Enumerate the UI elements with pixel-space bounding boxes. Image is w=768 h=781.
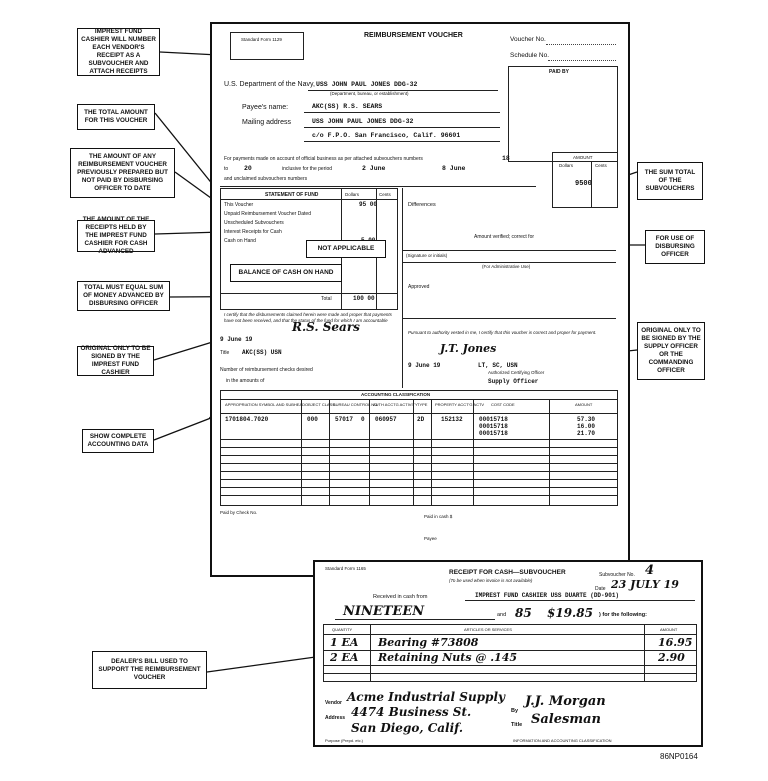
receipt-date-label: Date <box>595 586 606 592</box>
paid-by-label: PAID BY <box>549 69 569 75</box>
accounting-table <box>220 390 618 506</box>
amount-figure: $19.85 <box>547 606 593 620</box>
cost-code-2: 00015718 <box>479 423 508 430</box>
paid-by-box <box>508 66 618 162</box>
purpose-label: Purpose (Prepd. etc.) <box>325 738 364 743</box>
acct-col-1: OBJECT CLASS <box>305 402 335 407</box>
acct-property: 152132 <box>441 416 463 423</box>
callout-accounting: SHOW COMPLETE ACCOUNTING DATA <box>82 429 154 453</box>
callout-original-cashier: ORIGINAL ONLY TO BE SIGNED BY THE IMPREST FUND CASHIER <box>77 346 154 376</box>
subvoucher-label: Subvoucher No. <box>599 572 635 578</box>
receipt-title: RECEIPT FOR CASH—SUBVOUCHER <box>449 569 566 576</box>
paid-in-cash: Paid in cash $ <box>424 514 453 519</box>
differences-label: Differences <box>408 202 436 208</box>
callout-total-equal: TOTAL MUST EQUAL SUM OF MONEY ADVANCED BY DISBURSING OFFICER <box>77 281 170 311</box>
form-number-box <box>230 32 304 60</box>
by-signature: J.J. Morgan <box>525 694 606 709</box>
col-amount: AMOUNT <box>660 627 678 632</box>
vendor-address-label: Address <box>325 715 346 721</box>
acct-amount-3: 21.70 <box>577 430 596 437</box>
acct-type: 2D <box>417 416 425 423</box>
to-label: to <box>224 166 229 172</box>
acct-col-3: AUTH ACCTG ACTIVITY <box>373 402 418 407</box>
acct-bureau-control: 57017 <box>335 416 354 423</box>
acct-col-2: BUREAU CONTROL NO. <box>333 402 379 407</box>
vendor-address-2: San Diego, Calif. <box>351 721 464 735</box>
row-total-value: 100 00 <box>353 295 375 302</box>
receipt-subtitle: (To be used when invoice is not available) <box>449 578 533 583</box>
paid-by-check: Paid by Check No. <box>220 510 258 515</box>
callout-receipts-held: THE AMOUNT OF THE RECEIPTS HELD BY THE IMPREST FUND CASHIER FOR CASH ADVANCED <box>77 220 155 252</box>
amount-verified: Amount verified; correct for <box>474 234 535 240</box>
row-this-value: 95 00 <box>359 201 378 208</box>
col-quantity: QUANTITY <box>332 627 353 632</box>
callout-previous-voucher: THE AMOUNT OF ANY REIMBURSEMENT VOUCHER PREVIOUSLY PREPARED BUT NOT PAID BY DISBURSING OFFICER TO DATE <box>70 148 175 198</box>
voucher-no-label: Voucher No. <box>510 36 546 43</box>
vendor-address-1: 4474 Business St. <box>351 705 472 719</box>
dept-label: U.S. Department of the Navy, <box>224 81 315 88</box>
received-from: IMPREST FUND CASHIER USS DUARTE (DD-901) <box>475 592 620 599</box>
by-label: By <box>511 708 519 714</box>
receipt-items-table <box>323 624 697 682</box>
reimbursement-voucher-form <box>210 22 630 577</box>
row-cash-on-hand: Cash on Hand <box>224 238 256 244</box>
amount-words: NINETEEN <box>343 604 425 619</box>
acct-col-7: AMOUNT <box>575 402 593 407</box>
payee-label: Payee's name: <box>242 104 289 111</box>
callout-balance-cash: BALANCE OF CASH ON HAND <box>230 264 342 282</box>
subvoucher-no: 4 <box>645 563 655 578</box>
col-articles: ARTICLES OR SERVICES <box>464 627 512 632</box>
acct-col-0: APPROPRIATION SYMBOL AND SUBHEAD <box>225 402 306 407</box>
acct-amount-1: 57.30 <box>577 416 596 423</box>
title-signature: Salesman <box>531 712 601 727</box>
for-admin-use: (For Administrative Use) <box>482 264 531 269</box>
period-from: 2 June <box>362 165 386 172</box>
supply-date: 9 June 19 <box>408 362 441 369</box>
certify-text: I certify that the disbursements claimed herein were made and proper that payments have not been received, and that the status of the fund for which I am accountable <box>224 312 392 323</box>
sub-from: 18 <box>502 155 510 162</box>
cert-name: AKC(SS) USN <box>242 349 282 356</box>
unclaimed-text: and unclaimed subvouchers numbers <box>224 176 308 182</box>
supply-title: Supply Officer <box>488 378 539 385</box>
amount-box <box>552 152 618 208</box>
signature-initials: (Signature or initials) <box>406 253 448 258</box>
callout-dealers-bill: DEALER'S BILL USED TO SUPPORT THE REIMBURSEMENT VOUCHER <box>92 651 207 689</box>
acct-bureau-suffix: 0 <box>361 416 365 423</box>
address-line-2: c/o F.P.O. San Francisco, Calif. 96601 <box>312 132 461 139</box>
vendor-name: Acme Industrial Supply <box>347 690 505 704</box>
acct-auth-activity: 060957 <box>375 416 397 423</box>
item-2-desc: Retaining Nuts @ .145 <box>378 651 517 664</box>
dept-value: USS JOHN PAUL JONES DDG-32 <box>316 81 418 88</box>
mailing-address-label: Mailing address <box>242 119 292 126</box>
acct-appropriation: 1701804.7020 <box>225 416 269 423</box>
accounting-info: INFORMATION AND ACCOUNTING CLASSIFICATION <box>513 738 612 743</box>
stmt-dollars-head: Dollars <box>345 192 360 197</box>
row-this-voucher: This Voucher <box>224 202 254 208</box>
bureau-label: (Department, bureau, or establishment) <box>330 91 409 96</box>
acct-object-class: 000 <box>307 416 318 423</box>
supply-signature: J.T. Jones <box>440 342 497 355</box>
acct-amount-2: 16.00 <box>577 423 596 430</box>
receipt-date: 23 JULY 19 <box>611 578 679 591</box>
figure-id: 86NP0164 <box>660 752 698 761</box>
approved-label: Approved <box>408 284 430 290</box>
address-line-1: USS JOHN PAUL JONES DDG-32 <box>312 118 414 125</box>
schedule-no-label: Schedule No. <box>510 52 550 59</box>
cents-words: 85 <box>515 606 532 620</box>
cost-code-1: 00015718 <box>479 416 508 423</box>
callout-total-amount: THE TOTAL AMOUNT FOR THIS VOUCHER <box>77 104 155 130</box>
title-label: Title <box>220 350 230 356</box>
item-1-qty: 1 EA <box>330 636 359 649</box>
acct-col-5: PROPERTY ACCT'G ACTV <box>435 402 485 407</box>
receipt-std-form: Standard Form 1165 <box>325 566 366 571</box>
amount-cents-head: Cents <box>595 163 607 168</box>
number-checks: Number of reimbursement checks desired <box>220 367 313 373</box>
voucher-title: REIMBURSEMENT VOUCHER <box>364 32 463 39</box>
following-label: ) for the following: <box>599 612 647 618</box>
callout-sum-total: THE SUM TOTAL OF THE SUBVOUCHERS <box>637 162 703 200</box>
in-amounts: in the amounts of <box>226 378 265 384</box>
row-unpaid: Unpaid Reimbursement Voucher Dated <box>224 211 311 217</box>
statement-head: STATEMENT OF FUND <box>265 192 319 198</box>
amount-dollars-head: Dollars <box>559 163 574 168</box>
row-total: Total <box>321 296 332 302</box>
callout-disbursing-use: FOR USE OF DISBURSING OFFICER <box>645 230 705 264</box>
title-sig-label: Title <box>511 722 523 728</box>
callout-original-supply: ORIGINAL ONLY TO BE SIGNED BY THE SUPPLY OFFICER OR THE COMMANDING OFFICER <box>637 322 705 380</box>
callout-subvoucher: IMPREST FUND CASHIER WILL NUMBER EACH VENDOR'S RECEIPT AS A SUBVOUCHER AND ATTACH RECEIPTS <box>77 28 160 76</box>
row-interest: Interest Receipts for Cash <box>224 229 282 235</box>
item-1-amount: 16.95 <box>658 636 693 649</box>
receipt-for-cash-subvoucher <box>313 560 703 747</box>
acct-col-4: TYPE <box>417 402 428 407</box>
and-label: and <box>497 612 507 618</box>
payments-text: For payments made on account of official business as per attached subvouchers numbers <box>224 156 423 162</box>
auth-cert: Authorized Certifying Officer <box>488 370 545 375</box>
stmt-cents-head: Cents <box>379 192 391 197</box>
item-2-amount: 2.90 <box>658 651 685 664</box>
amount-head: AMOUNT <box>573 155 593 160</box>
period-to: 8 June <box>442 165 466 172</box>
vendor-label: Vendor <box>325 700 342 706</box>
item-2-qty: 2 EA <box>330 651 359 664</box>
payee-sig-label: Payee <box>424 536 437 541</box>
received-label: Received in cash from <box>373 594 428 600</box>
acct-col-6: COST CODE <box>491 402 515 407</box>
period-label: inclusive for the period <box>282 166 333 172</box>
payee-value: AKC(SS) R.S. SEARS <box>312 103 383 110</box>
accounting-head: ACCOUNTING CLASSIFICATION <box>361 392 431 397</box>
std-form-label: Standard Form 1129 <box>241 37 282 42</box>
cashier-signature: R.S. Sears <box>292 320 360 334</box>
item-1-desc: Bearing #73808 <box>378 636 479 649</box>
sub-to: 20 <box>244 165 252 172</box>
cert-date: 9 June 19 <box>220 336 253 343</box>
callout-not-applicable: NOT APPLICABLE <box>306 240 386 258</box>
supply-rank: LT, SC, USN <box>478 362 518 369</box>
pursuant-text: Pursuant to authority vested in me, I certify that this voucher is correct and proper for payment. <box>408 330 597 335</box>
cost-code-3: 00015718 <box>479 430 508 437</box>
row-unscheduled: Unscheduled Subvouchers <box>224 220 284 226</box>
amount-value: 9500 <box>575 180 592 188</box>
